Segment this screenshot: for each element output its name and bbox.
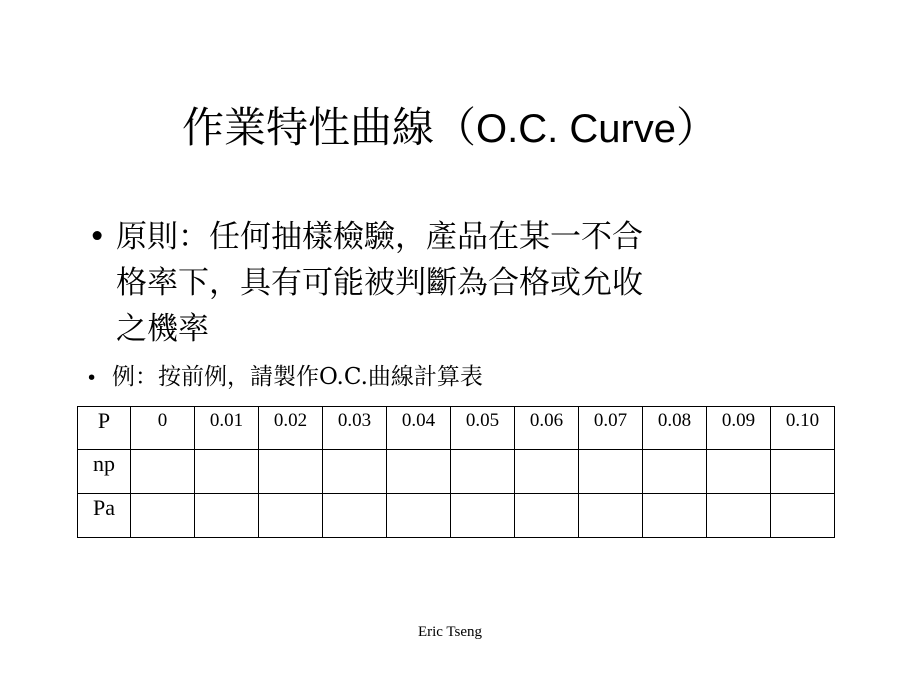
table-row	[78, 494, 835, 538]
table-cell: 0.07	[579, 407, 643, 450]
table-cell	[515, 450, 579, 494]
table-cell	[323, 494, 387, 538]
row-header-cell: P	[78, 407, 131, 450]
table-cell: 0.02	[259, 407, 323, 450]
table-cell	[323, 450, 387, 494]
table-cell	[195, 494, 259, 538]
title-open-paren: （	[433, 103, 476, 152]
bullet-principle-line-1: 原則：任何抽樣檢驗，產品在某一不合	[116, 219, 643, 255]
bullet-principle-text	[116, 214, 808, 352]
table-cell	[771, 494, 835, 538]
table-cell: 0.01	[195, 407, 259, 450]
table-cell: 0.03	[323, 407, 387, 450]
table-cell	[451, 450, 515, 494]
table-cell	[771, 450, 835, 494]
oc-calculation-table	[77, 406, 835, 538]
table-cell	[707, 494, 771, 538]
table-cell	[579, 450, 643, 494]
title-close-paren: ）	[676, 103, 719, 152]
bullet-marker: •	[88, 219, 107, 255]
bullet-example	[86, 360, 483, 395]
bullet-example-text: 例：按前例，請製作O.C.曲線計算表	[112, 364, 483, 390]
table-cell	[515, 494, 579, 538]
table-cell	[387, 450, 451, 494]
bullet-principle-line-2: 格率下，具有可能被判斷為合格或允收	[116, 265, 643, 301]
row-header-cell: np	[78, 450, 131, 494]
table-cell	[259, 494, 323, 538]
table-cell	[259, 450, 323, 494]
table-cell	[643, 450, 707, 494]
table-cell	[579, 494, 643, 538]
bullet-principle	[88, 214, 808, 352]
table-cell: 0.04	[387, 407, 451, 450]
table-row	[78, 407, 835, 450]
row-header-cell: Pa	[78, 494, 131, 538]
table-cell: 0.10	[771, 407, 835, 450]
table-cell: 0	[131, 407, 195, 450]
table-cell: 0.09	[707, 407, 771, 450]
table-cell: 0.05	[451, 407, 515, 450]
table-cell	[451, 494, 515, 538]
table-cell	[707, 450, 771, 494]
table-cell: 0.08	[643, 407, 707, 450]
bullet-marker: •	[86, 367, 98, 389]
table-cell	[195, 450, 259, 494]
footer-author: Eric Tseng	[417, 624, 483, 640]
table-cell	[643, 494, 707, 538]
table-cell	[131, 450, 195, 494]
table-row	[78, 450, 835, 494]
title-english: O.C. Curve	[475, 107, 677, 151]
table-cell: 0.06	[515, 407, 579, 450]
slide-title	[0, 98, 900, 159]
table-cell	[131, 494, 195, 538]
bullet-principle-line-3: 之機率	[116, 311, 209, 347]
table-cell	[387, 494, 451, 538]
title-chinese: 作業特性曲線	[181, 103, 434, 152]
